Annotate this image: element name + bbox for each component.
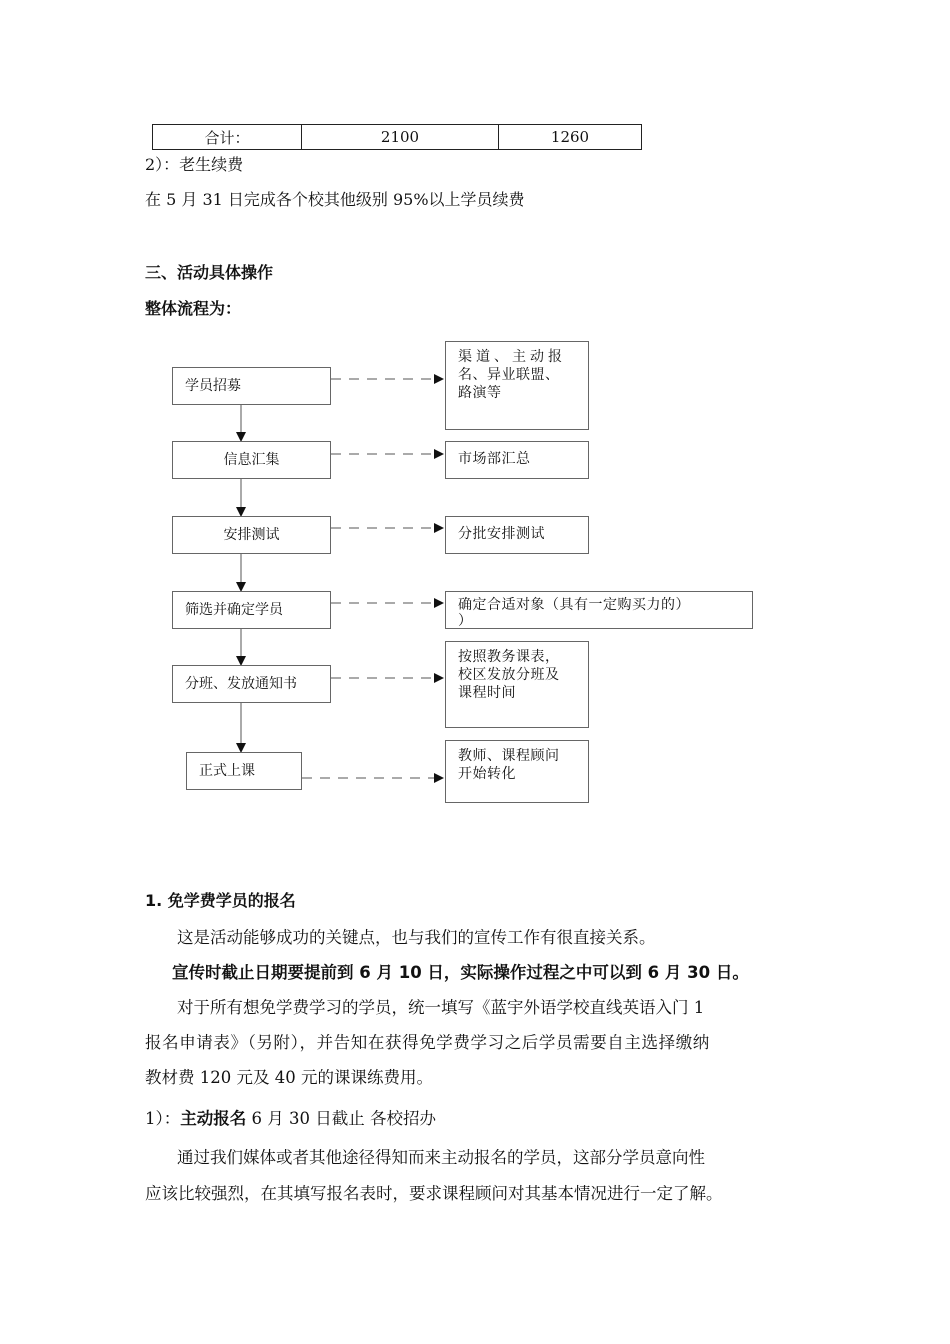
flow-step-label: 安排测试 bbox=[223, 527, 280, 543]
flow-step-recruit bbox=[172, 367, 331, 405]
flow-note-channels bbox=[445, 341, 589, 430]
flow-step-collect bbox=[172, 441, 331, 479]
sub1-prefix: 1）： bbox=[145, 1109, 181, 1128]
item1-paragraph-2: 宣传时截止日期要提前到 6 月 10 日，实际操作过程之中可以到 6 月 30 日。 bbox=[172, 963, 749, 982]
section3-heading: 三、活动具体操作 bbox=[145, 263, 274, 282]
item1-paragraph-3-line2: 报名申请表》（另附），并告知在获得免学费学习之后学员需要自主选择缴纳 bbox=[145, 1033, 710, 1052]
flow-step-label: 分班、发放通知书 bbox=[185, 676, 297, 692]
flow-step-class bbox=[186, 752, 302, 790]
note-line: 课程时间 bbox=[458, 685, 516, 701]
flow-step-label: 信息汇集 bbox=[223, 452, 280, 468]
note-line: 教师、课程顾问 bbox=[458, 748, 560, 764]
flow-subheading: 整体流程为： bbox=[145, 299, 242, 318]
item1-paragraph-3-line3: 教材费 120 元及 40 元的课课练费用。 bbox=[145, 1068, 433, 1087]
sub1-paragraph-line2: 应该比较强烈，在其填写报名表时，要求课程顾问对其基本情况进行一定了解。 bbox=[145, 1184, 723, 1203]
note-line: 市场部汇总 bbox=[458, 451, 531, 467]
sub1-heading bbox=[145, 1101, 436, 1137]
sub1-bold: 主动报名 bbox=[180, 1109, 247, 1128]
total-label-cell: 合计： bbox=[153, 125, 302, 150]
sub1-rest: 6 月 30 日截止 各校招办 bbox=[246, 1109, 436, 1128]
note-line: 校区发放分班及 bbox=[458, 667, 560, 683]
renewal-text: 在 5 月 31 日完成各个校其他级别 95%以上学员续费 bbox=[145, 190, 525, 209]
total-value-2-cell: 1260 bbox=[499, 125, 642, 150]
item1-paragraph-3-line1: 对于所有想免学费学习的学员，统一填写《蓝宇外语学校直线英语入门 1 bbox=[177, 998, 705, 1017]
flow-step-label: 学员招募 bbox=[185, 378, 241, 394]
sub1-paragraph-line1: 通过我们媒体或者其他途径得知而来主动报名的学员，这部分学员意向性 bbox=[177, 1148, 705, 1167]
flow-note-convert bbox=[445, 740, 589, 803]
item1-paragraph-1: 这是活动能够成功的关键点，也与我们的宣传工作有很直接关系。 bbox=[177, 928, 656, 947]
note-line: 按照教务课表， bbox=[458, 649, 560, 665]
note-line: 开始转化 bbox=[458, 766, 516, 782]
flow-note-batch-test bbox=[445, 516, 589, 554]
item1-heading: 1. 免学费学员的报名 bbox=[145, 891, 296, 910]
total-value-1-cell: 2100 bbox=[302, 125, 499, 150]
flow-note-target bbox=[445, 591, 753, 629]
note-line: 渠道、主动报 bbox=[458, 349, 566, 365]
flow-step-select bbox=[172, 591, 331, 629]
note-line: 路演等 bbox=[458, 385, 502, 401]
flow-step-assign bbox=[172, 665, 331, 703]
note-line: 确定合适对象（具有一定购买力的） bbox=[458, 597, 690, 613]
flow-step-label: 正式上课 bbox=[199, 763, 255, 779]
flow-note-schedule bbox=[445, 641, 589, 728]
renewal-heading: 2）：老生续费 bbox=[145, 155, 244, 174]
dashed-arrows bbox=[302, 379, 443, 778]
note-line: 分批安排测试 bbox=[458, 526, 545, 542]
flow-note-summary bbox=[445, 441, 589, 479]
flow-step-test bbox=[172, 516, 331, 554]
note-line: 名、异业联盟、 bbox=[458, 367, 560, 383]
flow-step-label: 筛选并确定学员 bbox=[185, 602, 283, 618]
note-line: ） bbox=[458, 613, 473, 629]
